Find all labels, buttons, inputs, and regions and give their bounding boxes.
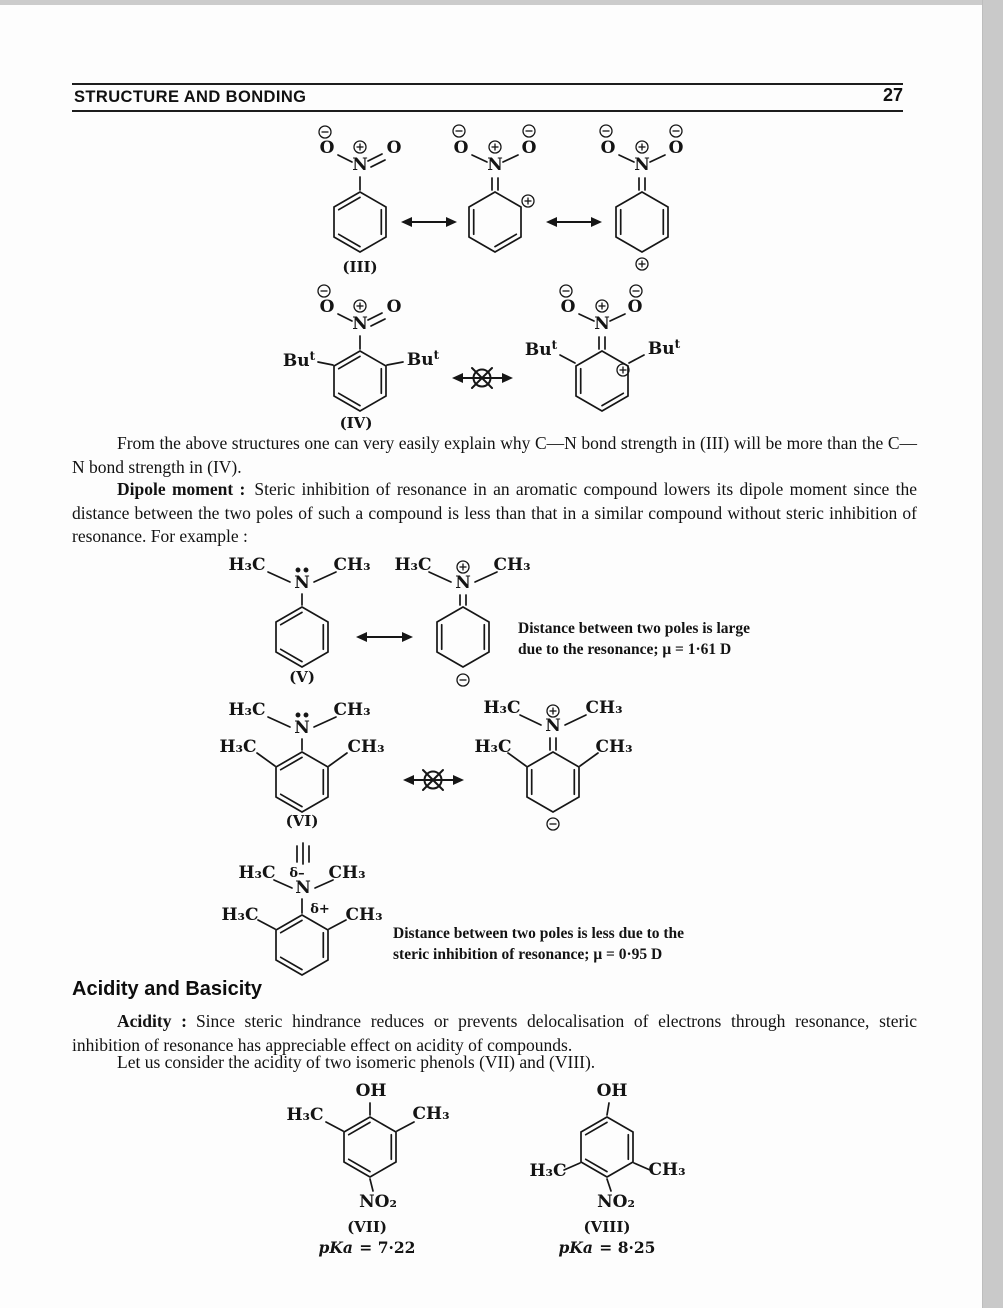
charge-plus-icon xyxy=(354,300,366,312)
substituent-label-methyl: CH₃ xyxy=(595,737,633,757)
substituent-label-methyl: CH₃ xyxy=(333,700,371,720)
atom-label-nitrogen: N xyxy=(294,718,310,738)
atom-label-oxygen: O xyxy=(319,138,335,158)
partial-charge-delta-plus: δ+ xyxy=(310,902,330,917)
body-paragraph: Dipole moment : Steric inhibition of resonance in an aromatic compound lowers its dipole moment since the distance between the two poles of such a compound is less than that in a similar compound without steric inhibition of resonance. For example : xyxy=(72,479,917,546)
dipole-moment-lead: Dipole moment : xyxy=(117,479,246,499)
substituent-label-methyl: CH₃ xyxy=(493,555,531,575)
atom-label-oxygen: O xyxy=(386,297,402,317)
caption-dipole-less: Distance between two poles is less due to the xyxy=(393,925,685,942)
resonance-arrow-icon xyxy=(546,217,602,227)
section-heading-acidity-basicity: Acidity and Basicity xyxy=(72,978,263,1000)
atom-label-nitrogen: N xyxy=(594,314,610,334)
substituent-label-tert-butyl: Bu$^t$ xyxy=(647,337,681,359)
charge-minus-icon xyxy=(318,285,330,297)
atom-label-oxygen: O xyxy=(668,138,684,158)
substituent-label-methyl: H₃C xyxy=(474,737,512,757)
charge-minus-icon xyxy=(523,125,535,137)
structure-label-iii: (III) xyxy=(342,258,378,276)
atom-label-oxygen: O xyxy=(319,297,335,317)
atom-label-nitrogen: N xyxy=(352,314,368,334)
substituent-label-methyl: H₃C xyxy=(228,700,266,720)
pka-value-vii: pKa = 7·22 xyxy=(318,1238,416,1257)
atom-label-nitrogen: N xyxy=(455,573,471,593)
resonance-arrow-icon xyxy=(401,217,457,227)
atom-label-oxygen: O xyxy=(600,138,616,158)
structure-label-v: (V) xyxy=(289,668,315,686)
atom-label-oxygen: O xyxy=(521,138,537,158)
charge-plus-icon xyxy=(636,258,648,270)
substituent-label-methyl: CH₃ xyxy=(347,737,385,757)
charge-minus-icon xyxy=(600,125,612,137)
substituent-label-nitro: NO₂ xyxy=(359,1192,397,1212)
atom-label-nitrogen: N xyxy=(634,155,650,175)
substituent-label-methyl: CH₃ xyxy=(328,863,366,883)
atom-label-oxygen: O xyxy=(627,297,643,317)
substituent-label-nitro: NO₂ xyxy=(597,1192,635,1212)
body-paragraph: Let us consider the acidity of two isomeric phenols (VII) and (VIII). xyxy=(117,1052,596,1072)
structure-vii-phenol xyxy=(326,1103,414,1191)
body-paragraph: Acidity : Since steric hindrance reduces or prevents delocalisation of electrons through resonance, steric inhibition of resonance has appreciable effect on acidity of compounds. xyxy=(72,1011,917,1055)
caption-dipole-large-value: due to the resonance; μ = 1·61 D xyxy=(518,641,732,658)
substituent-label-methyl: H₃C xyxy=(286,1105,324,1125)
charge-minus-icon xyxy=(547,818,559,830)
substituent-label-methyl: CH₃ xyxy=(412,1104,450,1124)
crossed-resonance-arrow-icon xyxy=(403,770,464,790)
structure-viii-phenol xyxy=(564,1103,650,1191)
substituent-label-tert-butyl: Bu$^t$ xyxy=(406,348,440,370)
charge-plus-icon xyxy=(596,300,608,312)
structure-label-viii: (VIII) xyxy=(583,1218,631,1236)
substituent-label-methyl: H₃C xyxy=(529,1161,567,1181)
substituent-label-methyl: H₃C xyxy=(238,863,276,883)
page-number: 27 xyxy=(882,85,903,105)
substituent-label-methyl: CH₃ xyxy=(648,1160,686,1180)
substituent-label-methyl: H₃C xyxy=(228,555,266,575)
charge-minus-icon xyxy=(453,125,465,137)
substituent-label-methyl: CH₃ xyxy=(585,698,623,718)
atom-label-oxygen: O xyxy=(453,138,469,158)
atom-label-oxygen: O xyxy=(560,297,576,317)
caption-dipole-large: Distance between two poles is large xyxy=(518,620,751,637)
substituent-label-methyl: CH₃ xyxy=(345,905,383,925)
charge-plus-icon xyxy=(636,141,648,153)
substituent-label-hydroxyl: OH xyxy=(355,1081,387,1101)
charge-plus-icon xyxy=(354,141,366,153)
atom-label-nitrogen: N xyxy=(352,155,368,175)
charge-minus-icon xyxy=(630,285,642,297)
atom-label-nitrogen: N xyxy=(545,716,561,736)
atom-label-nitrogen: N xyxy=(294,573,310,593)
substituent-label-hydroxyl: OH xyxy=(596,1081,628,1101)
substituent-label-methyl: H₃C xyxy=(483,698,521,718)
running-head-title: STRUCTURE AND BONDING xyxy=(74,88,307,106)
structure-label-vi: (VI) xyxy=(285,812,319,830)
substituent-label-methyl: H₃C xyxy=(394,555,432,575)
substituent-label-methyl: H₃C xyxy=(219,737,257,757)
structure-label-vii: (VII) xyxy=(347,1218,387,1236)
charge-minus-icon xyxy=(670,125,682,137)
substituent-label-methyl: CH₃ xyxy=(333,555,371,575)
charge-minus-icon xyxy=(319,126,331,138)
substituent-label-tert-butyl: Bu$^t$ xyxy=(524,338,558,360)
caption-dipole-less-value: steric inhibition of resonance; μ = 0·95 D xyxy=(393,946,663,963)
substituent-label-tert-butyl: Bu$^t$ xyxy=(282,349,316,371)
charge-plus-icon xyxy=(489,141,501,153)
atom-label-oxygen: O xyxy=(386,138,402,158)
charge-plus-icon xyxy=(522,195,534,207)
charge-plus-icon xyxy=(457,561,469,573)
atom-label-nitrogen: N xyxy=(487,155,503,175)
crossed-resonance-arrow-icon xyxy=(452,368,513,388)
acidity-lead: Acidity : xyxy=(117,1011,187,1031)
pka-value-viii: pKa = 8·25 xyxy=(558,1238,656,1257)
atom-label-nitrogen: N xyxy=(295,878,311,898)
structure-label-iv: (IV) xyxy=(339,414,373,432)
charge-minus-icon xyxy=(457,674,469,686)
resonance-arrow-icon xyxy=(356,632,413,642)
substituent-label-methyl: H₃C xyxy=(221,905,259,925)
body-paragraph: From the above structures one can very easily explain why C—N bond strength in (III) will be more than the C—N bond strength in (IV). xyxy=(72,433,917,477)
partial-charge-delta-minus: δ– xyxy=(289,866,305,881)
charge-minus-icon xyxy=(560,285,572,297)
